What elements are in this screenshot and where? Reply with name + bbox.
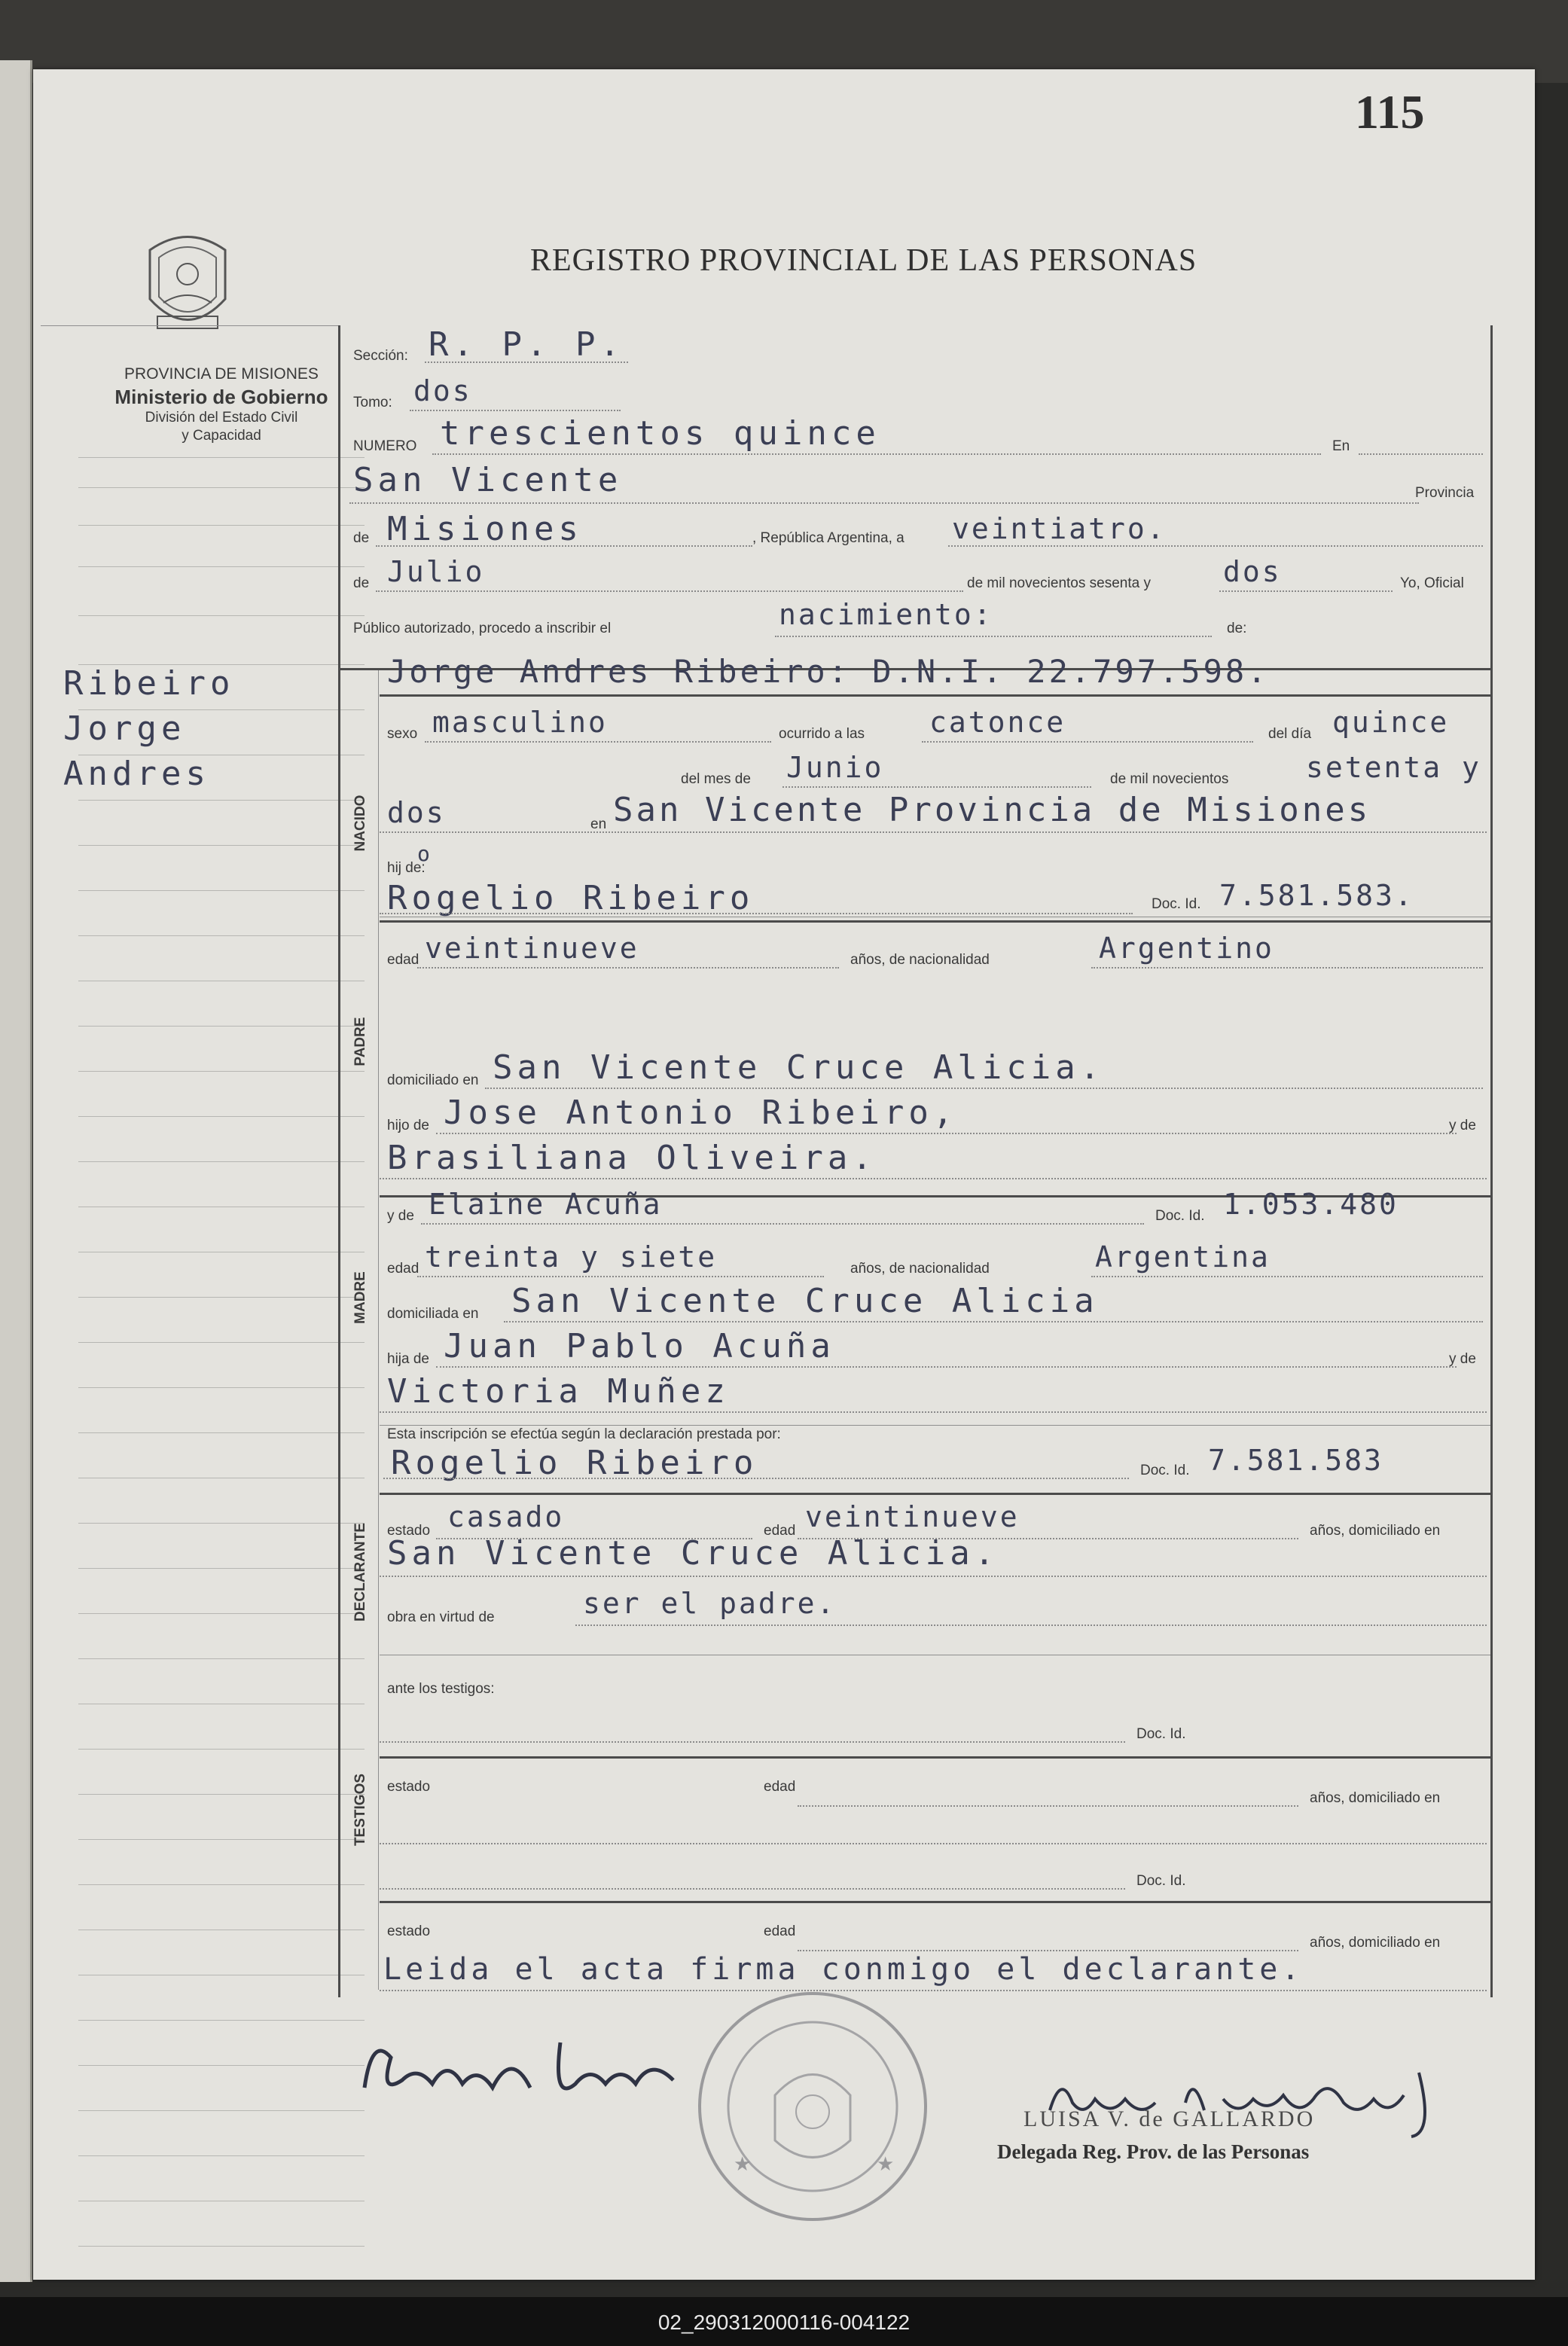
label-declarante-doc: Doc. Id. <box>1140 1463 1190 1478</box>
section-label-testigos: TESTIGOS <box>352 1773 368 1847</box>
label-madre-edad: edad <box>387 1261 419 1277</box>
label-publico: Público autorizado, procedo a inscribir el <box>353 621 612 636</box>
signature-left-icon <box>349 2012 696 2118</box>
org-line-1: PROVINCIA DE MISIONES <box>124 365 319 383</box>
label-de-1: de <box>353 530 370 546</box>
value-ano-nac-2: dos <box>387 796 446 829</box>
official-stamp-icon <box>688 1982 937 2231</box>
value-declarante-estado: casado <box>447 1500 565 1533</box>
divider-testigo1 <box>380 1756 1490 1759</box>
org-line-2: Ministerio de Gobierno <box>114 386 328 408</box>
typed-title: Delegada Reg. Prov. de las Personas <box>997 2140 1310 2163</box>
label-testigo2-estado: estado <box>387 1923 431 1939</box>
org-line-3: División del Estado Civil <box>145 410 298 426</box>
divider-padre-top <box>380 920 1490 923</box>
label-padre-y-de: y de <box>1449 1118 1476 1133</box>
label-sexo: sexo <box>387 726 418 742</box>
underline-nombre <box>380 694 1490 697</box>
label-declarante-edad: edad <box>764 1523 796 1539</box>
label-madre-dom: domiciliada en <box>387 1306 479 1322</box>
value-madre-hija-de: Juan Pablo Acuña <box>444 1327 835 1365</box>
section-label-padre: PADRE <box>352 1017 368 1066</box>
footer-id: 02_290312000116-004122 <box>657 2311 911 2334</box>
label-provincia: Provincia <box>1415 485 1475 501</box>
label-padre-hijo-de: hijo de <box>387 1118 429 1133</box>
label-de-3: de: <box>1227 621 1247 636</box>
value-madre-doc: 1.053.480 <box>1223 1188 1399 1221</box>
value-declarante-doc: 7.581.583 <box>1208 1444 1383 1477</box>
label-del-dia: del día <box>1268 726 1312 742</box>
label-padre-edad: edad <box>387 952 419 968</box>
value-sexo: masculino <box>432 706 608 739</box>
value-padre-nac: Argentino <box>1099 932 1274 965</box>
label-numero: NUMERO <box>353 438 417 454</box>
label-declaracion: Esta inscripción se efectúa según la declaración prestada por: <box>387 1426 781 1442</box>
value-dia: veintiatro. <box>952 512 1167 545</box>
section-label-declarante: DECLARANTE <box>352 1523 368 1621</box>
margin-note-second: Andres <box>63 755 210 793</box>
typed-name: LUISA V. de GALLARDO <box>1023 2107 1316 2131</box>
value-lugar: San Vicente <box>353 461 623 499</box>
label-declarante-anos: años, domiciliado en <box>1310 1523 1441 1539</box>
label-madre-hija-de: hija de <box>387 1351 429 1367</box>
value-madre-edad: treinta y siete <box>425 1240 718 1274</box>
label-testigo2-edad: edad <box>764 1923 796 1939</box>
value-madre-dom: San Vicente Cruce Alicia <box>511 1282 1099 1320</box>
org-line-4: y Capacidad <box>182 428 261 444</box>
label-padre-nac: años, de nacionalidad <box>850 952 990 968</box>
label-obra: obra en virtud de <box>387 1609 495 1625</box>
value-padre-hijo-de: Jose Antonio Ribeiro, <box>444 1094 958 1132</box>
value-cierre: Leida el acta firma conmigo el declarante. <box>383 1952 1304 1987</box>
label-mil-novecientos: de mil novecientos sesenta y <box>967 575 1151 591</box>
label-de-2: de <box>353 575 370 591</box>
value-mes-nac: Junio <box>786 751 884 784</box>
document-title: REGISTRO PROVINCIAL DE LAS PERSONAS <box>530 243 1197 278</box>
label-ocurrido: ocurrido a las <box>779 726 865 742</box>
divider-madre-bottom <box>380 1425 1490 1426</box>
value-tomo: dos <box>413 374 472 407</box>
section-label-madre: MADRE <box>352 1271 368 1324</box>
label-padre-doc: Doc. Id. <box>1152 896 1201 912</box>
value-ano: dos <box>1223 555 1282 588</box>
margin-note-surname: Ribeiro <box>63 664 235 703</box>
value-nombre: Jorge Andres Ribeiro: D.N.I. 22.797.598. <box>387 653 1270 690</box>
label-yo-oficial: Yo, Oficial <box>1400 575 1464 591</box>
svg-text:★: ★ <box>877 2152 895 2175</box>
label-testigo2-doc: Doc. Id. <box>1136 1873 1186 1889</box>
value-lugar-nac: San Vicente Provincia de Misiones <box>613 791 1371 829</box>
label-republica: , República Argentina, a <box>752 530 904 546</box>
label-testigo1-estado: estado <box>387 1779 431 1795</box>
page-number: 115 <box>1355 85 1425 139</box>
value-padre-doc: 7.581.583. <box>1219 879 1414 912</box>
document-page <box>33 69 1535 2280</box>
svg-text:★: ★ <box>734 2152 752 2175</box>
label-en-2: en <box>590 816 607 832</box>
value-acto: nacimiento: <box>779 598 993 631</box>
value-hijo-o: o <box>417 841 432 866</box>
label-testigo1-anos: años, domiciliado en <box>1310 1790 1441 1806</box>
value-declarante-edad: veintinueve <box>805 1500 1020 1533</box>
provincial-seal-icon <box>135 227 240 340</box>
value-declarante: Rogelio Ribeiro <box>391 1444 758 1482</box>
divider-testigo2 <box>380 1901 1490 1903</box>
margin-note-first: Jorge <box>63 709 186 748</box>
value-madre-nac: Argentina <box>1095 1240 1271 1274</box>
label-testigo1-doc: Doc. Id. <box>1136 1726 1186 1742</box>
value-numero: trescientos quince <box>440 414 880 453</box>
label-tomo: Tomo: <box>353 395 392 410</box>
label-padre-dom: domiciliado en <box>387 1072 479 1088</box>
value-declarante-dom: San Vicente Cruce Alicia. <box>387 1534 999 1573</box>
value-madre-madre: Victoria Muñez <box>387 1372 730 1411</box>
section-inner-border <box>378 668 379 1990</box>
label-mil-nov-2: de mil novecientos <box>1110 771 1229 787</box>
value-padre-edad: veintinueve <box>425 932 639 965</box>
label-hijo-de: hij de: <box>387 860 426 876</box>
value-padre-madre: Brasiliana Oliveira. <box>387 1139 877 1177</box>
label-seccion: Sección: <box>353 348 408 364</box>
label-ante-testigos: ante los testigos: <box>387 1681 495 1697</box>
frame-right-border <box>1490 325 1493 1997</box>
label-testigo1-edad: edad <box>764 1779 796 1795</box>
label-del-mes: del mes de <box>681 771 751 787</box>
left-page-edge <box>0 60 32 2282</box>
value-ano-nac-1: setenta y <box>1306 751 1481 784</box>
value-padre-dom: San Vicente Cruce Alicia. <box>493 1048 1105 1087</box>
label-madre-doc: Doc. Id. <box>1155 1208 1205 1224</box>
label-madre-y-de: y de <box>1449 1351 1476 1367</box>
value-madre: Elaine Acuña <box>429 1188 663 1221</box>
value-padre: Rogelio Ribeiro <box>387 879 755 917</box>
value-hora: catonce <box>929 706 1066 739</box>
value-declarante-virtud: ser el padre. <box>583 1587 837 1620</box>
value-provincia: Misiones <box>387 510 583 548</box>
value-seccion: R. P. P. <box>429 325 624 364</box>
divider-declarante-top <box>380 1493 1490 1495</box>
value-dia-nac: quince <box>1332 706 1450 739</box>
frame-left-border <box>338 325 340 1997</box>
section-label-nacido: NACIDO <box>352 795 368 852</box>
value-mes: Julio <box>387 555 485 588</box>
label-y-de-madre: y de <box>387 1208 414 1224</box>
label-en: En <box>1332 438 1350 454</box>
label-declarante-estado: estado <box>387 1523 431 1539</box>
label-testigo2-anos: años, domiciliado en <box>1310 1935 1441 1951</box>
label-madre-nac: años, de nacionalidad <box>850 1261 990 1277</box>
frame-left-connector <box>41 325 338 326</box>
